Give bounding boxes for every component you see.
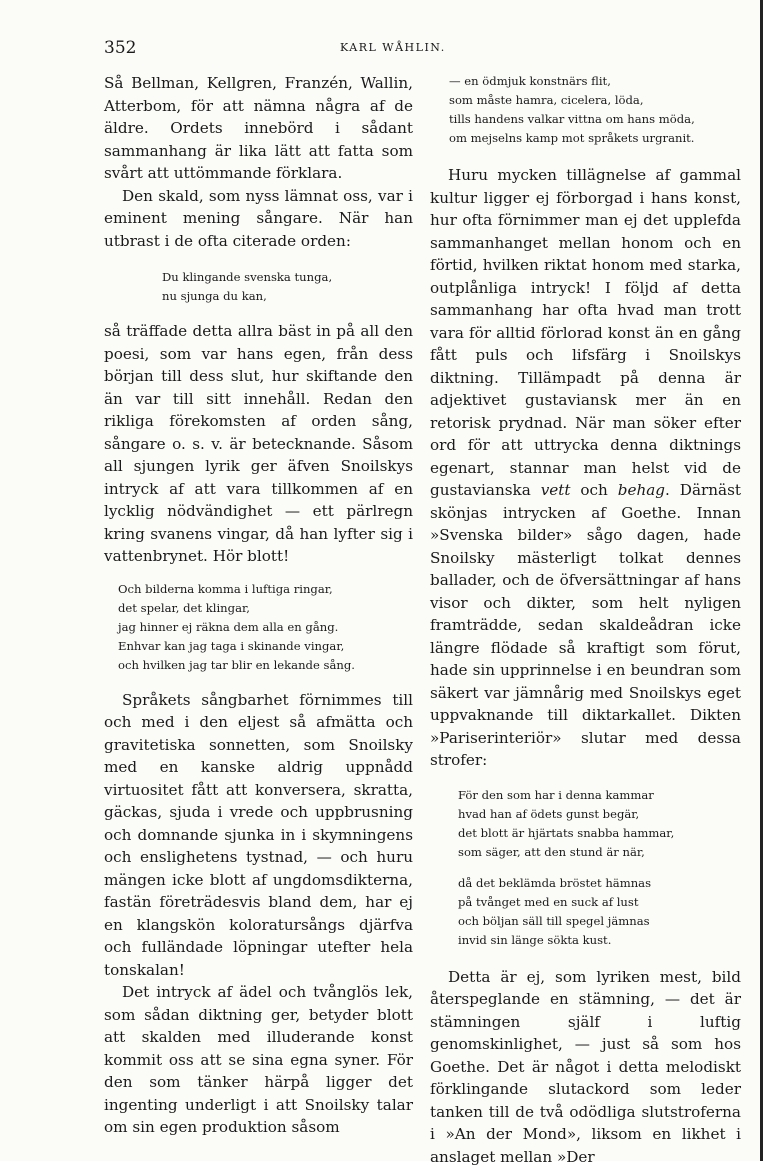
emphasis: behag: [618, 481, 665, 499]
paragraph-text: Huru mycken tillägnelse af gammal kultur ligger ej förborgad i hans konst, hur ofta förnimmer man ej det upplefda sammanhanget mellan honom och en förtid, hvilken riktat honom med starka, outplånliga intryck! I följd af detta sammanhang har ofta hvad man trott vara för alltid förlorad konst än en gång fått puls och lifsfärg i Snoilskys diktning. Tillämpadt på denna är adjektivet gustaviansk mer än en retorisk prydnad. När man söker efter ord för att uttrycka denna diktnings egenart, stannar man helst vid de gustavianska: [430, 166, 741, 499]
verse-quote: [104, 268, 413, 306]
paragraph-text: . Därnäst skönjas intrycken af Goethe. Innan »Svenska bilder» sågo dagen, hade Snoilsky mästerligt tolkat dennes ballader, och de öfversättningar af hans visor och dikter, som helt nyligen framträdde, sedan skaldeådran icke längre flödade så kraftigt som förut, hade sin upprinnelse i en beundran som säkert var jämnårig med Snoilskys eget uppvaknande till diktarkallet. Dikten »Pariserinteriör» slutar med dessa strofer:: [430, 481, 741, 769]
verse-line: som säger, att den stund är när,: [458, 843, 741, 862]
paragraph: [430, 164, 741, 772]
verse-line: nu sjunga du kan,: [162, 287, 413, 306]
verse-line: på tvånget med en suck af lust: [458, 893, 741, 912]
verse-line: invid sin länge sökta kust.: [458, 931, 741, 950]
right-column: [430, 72, 741, 1168]
verse-line: Och bilderna komma i luftiga ringar,: [118, 580, 413, 599]
paragraph: Språkets sångbarhet förnimmes till och med i den eljest så afmätta och gravitetiska sonnetten, som Snoilsky med en kanske aldrig uppnådd virtuositet fått att konversera, skratta, gäckas, sjuda i vrede och uppbrusning och domnande sjunka in i skymningens och enslighetens tystnad, — och huru mängen icke blott af ungdomsdikterna, fastän företrädesvis bland dem, har ej en klangskön koloratursångs djärfva och fulländade löpningar utefter hela tonskalan!: [104, 689, 413, 982]
verse-line: jag hinner ej räkna dem alla en gång.: [118, 618, 413, 637]
verse-line: hvad han af ödets gunst begär,: [458, 805, 741, 824]
verse-quote: [430, 874, 741, 950]
page-edge: [760, 0, 763, 1161]
left-column: [104, 72, 413, 1139]
verse-line: — en ödmjuk konstnärs flit,: [449, 72, 741, 91]
paragraph: Detta är ej, som lyriken mest, bild återspeglande en stämning, — det är stämningen själf i luftig genomskinlighet, — just så som hos Goethe. Det är något i detta melodiskt förklingande slutackord som leder tanken till de två odödliga slutstroferna i »An der Mond», liksom en likhet i anslaget mellan »Der: [430, 966, 741, 1168]
verse-quote: [430, 72, 741, 148]
paragraph: Den skald, som nyss lämnat oss, var i eminent mening sångare. När han utbrast i de ofta citerade orden:: [104, 185, 413, 253]
emphasis: vett: [541, 481, 571, 499]
verse-line: då det beklämda bröstet hämnas: [458, 874, 741, 893]
page-number: 352: [104, 38, 136, 58]
verse-line: som måste hamra, cicelera, löda,: [449, 91, 741, 110]
paragraph: så träffade detta allra bäst in på all den poesi, som var hans egen, från dess början till dess slut, hur skiftande den än var till sitt innehåll. Redan den rikliga förekomsten af orden sång, sångare o. s. v. är betecknande. Såsom all sjungen lyrik ger äfven Snoilskys intryck af att vara tillkommen af en lycklig nödvändighet — ett pärlregn kring svanens vingar, då han lyfter sig i vattenbrynet. Hör blott!: [104, 320, 413, 568]
paragraph-text: och: [570, 481, 617, 499]
verse-line: Enhvar kan jag taga i skinande vingar,: [118, 637, 413, 656]
verse-line: det spelar, det klingar,: [118, 599, 413, 618]
paragraph: Det intryck af ädel och tvånglös lek, som sådan diktning ger, betyder blott att skalden med illuderande konst kommit oss att se sina egna syner. För den som tänker härpå ligger det ingenting underligt i att Snoilsky talar om sin egen produktion såsom: [104, 981, 413, 1139]
verse-line: och böljan säll till spegel jämnas: [458, 912, 741, 931]
verse-line: tills handens valkar vittna om hans möda,: [449, 110, 741, 129]
paragraph: Så Bellman, Kellgren, Franzén, Wallin, Atterbom, för att nämna några af de äldre. Ordets innebörd i sådant sammanhang är lika lätt att fatta som svårt att uttömmande förklara.: [104, 72, 413, 185]
verse-line: om mejselns kamp mot språkets urgranit.: [449, 129, 741, 148]
verse-quote: [104, 580, 413, 675]
verse-line: För den som har i denna kammar: [458, 786, 741, 805]
running-head: KARL WÅHLIN.: [340, 41, 446, 54]
verse-line: Du klingande svenska tunga,: [162, 268, 413, 287]
page-header: [0, 38, 760, 58]
verse-quote: [430, 786, 741, 862]
verse-line: det blott är hjärtats snabba hammar,: [458, 824, 741, 843]
verse-line: och hvilken jag tar blir en lekande sång.: [118, 656, 413, 675]
